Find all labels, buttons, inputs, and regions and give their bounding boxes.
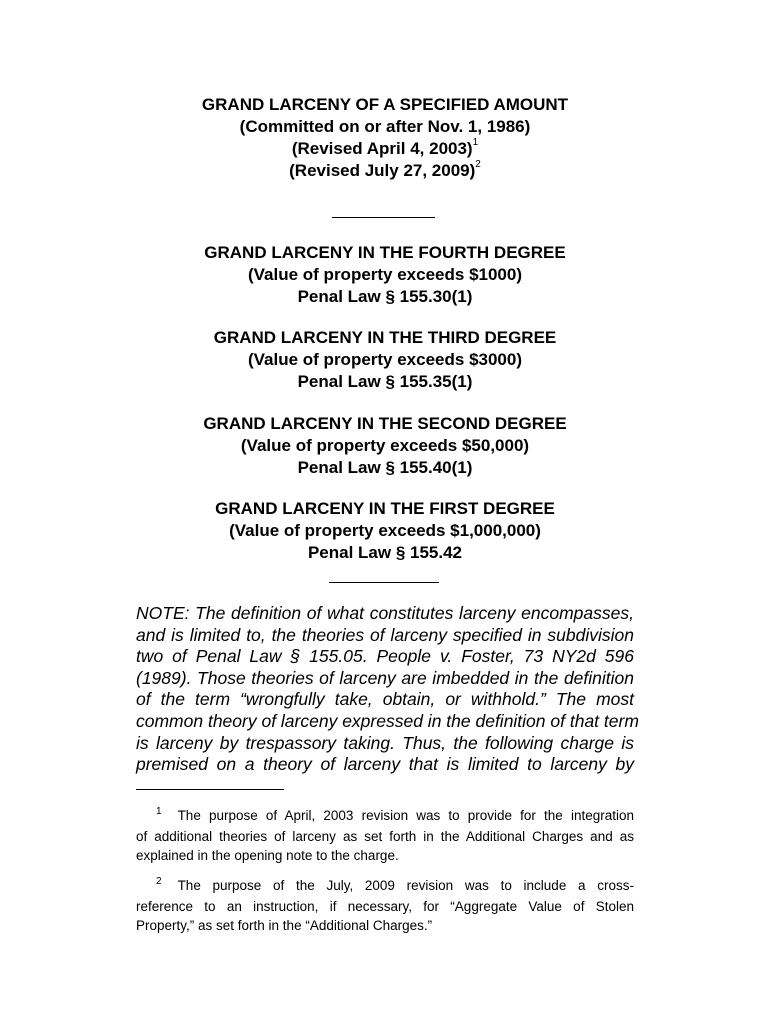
degree-value: (Value of property exceeds $1,000,000)	[229, 521, 541, 540]
footnote-ref-1[interactable]: 1	[472, 137, 479, 149]
revision-date-2: (Revised July 27, 2009)	[289, 161, 476, 180]
title-line-4	[0, 160, 770, 182]
degree-value: (Value of property exceeds $50,000)	[240, 436, 530, 455]
footnote-mark: 1	[156, 806, 162, 817]
footnote-1	[136, 806, 634, 865]
footnote-mark: 2	[156, 876, 162, 887]
note-paragraph	[136, 603, 639, 776]
degree-law: Penal Law § 155.42	[307, 543, 463, 562]
footnote-line: reference to an instruction, if necessary, for “Aggregate Value of Stolen	[136, 899, 634, 914]
footnote-text: The purpose of April, 2003 revision was to provide for the integration	[177, 808, 634, 823]
degree-law: Penal Law § 155.30(1)	[297, 287, 473, 306]
title-line-3	[0, 138, 770, 160]
document-title-block	[0, 94, 770, 182]
degree-value: (Value of property exceeds $3000)	[247, 350, 523, 369]
note-line: (1989). Those theories of larceny are imbedded in the definition	[136, 667, 634, 688]
degree-section-third	[0, 327, 770, 393]
note-line: of the term “wrongfully take, obtain, or withhold.” The most	[136, 689, 634, 710]
footnote-text: The purpose of the July, 2009 revision was to include a cross-	[177, 878, 634, 893]
note-line: common theory of larceny expressed in the definition of that term	[136, 710, 639, 731]
revision-date-1: (Revised April 4, 2003)	[291, 139, 473, 158]
footnote-2	[136, 876, 634, 935]
degree-law: Penal Law § 155.35(1)	[297, 372, 473, 391]
degree-value: (Value of property exceeds $1000)	[247, 265, 523, 284]
degree-title: GRAND LARCENY IN THE THIRD DEGREE	[213, 328, 557, 347]
note-line: and is limited to, the theories of larceny specified in subdivision	[136, 624, 634, 645]
footnote-line	[136, 806, 634, 827]
degree-title: GRAND LARCENY IN THE FIRST DEGREE	[215, 499, 555, 518]
title-line-1: GRAND LARCENY OF A SPECIFIED AMOUNT	[201, 95, 569, 114]
degree-section-fourth	[0, 242, 770, 308]
footnote-line: explained in the opening note to the charge.	[136, 848, 399, 863]
title-line-2: (Committed on or after Nov. 1, 1986)	[239, 117, 531, 136]
note-line: is larceny by trespassory taking. Thus, the following charge is	[136, 732, 634, 753]
divider-rule-top	[332, 217, 435, 218]
degree-section-second	[0, 413, 770, 479]
note-line: NOTE: The definition of what constitutes larceny encompasses,	[136, 603, 634, 623]
note-line: premised on a theory of larceny that is limited to larceny by	[136, 754, 634, 775]
footnote-separator	[136, 789, 284, 790]
footnote-line: Property,” as set forth in the “Additional Charges.”	[136, 918, 433, 933]
footnote-line	[136, 876, 634, 897]
degree-law: Penal Law § 155.40(1)	[297, 458, 473, 477]
note-line: two of Penal Law § 155.05. People v. Foster, 73 NY2d 596	[136, 646, 634, 667]
degree-title: GRAND LARCENY IN THE FOURTH DEGREE	[204, 243, 566, 262]
divider-rule-bottom	[329, 582, 439, 583]
footnote-ref-2[interactable]: 2	[475, 159, 481, 171]
degree-title: GRAND LARCENY IN THE SECOND DEGREE	[203, 414, 567, 433]
footnote-line: of additional theories of larceny as set forth in the Additional Charges and as	[136, 829, 634, 844]
degree-section-first	[0, 498, 770, 564]
